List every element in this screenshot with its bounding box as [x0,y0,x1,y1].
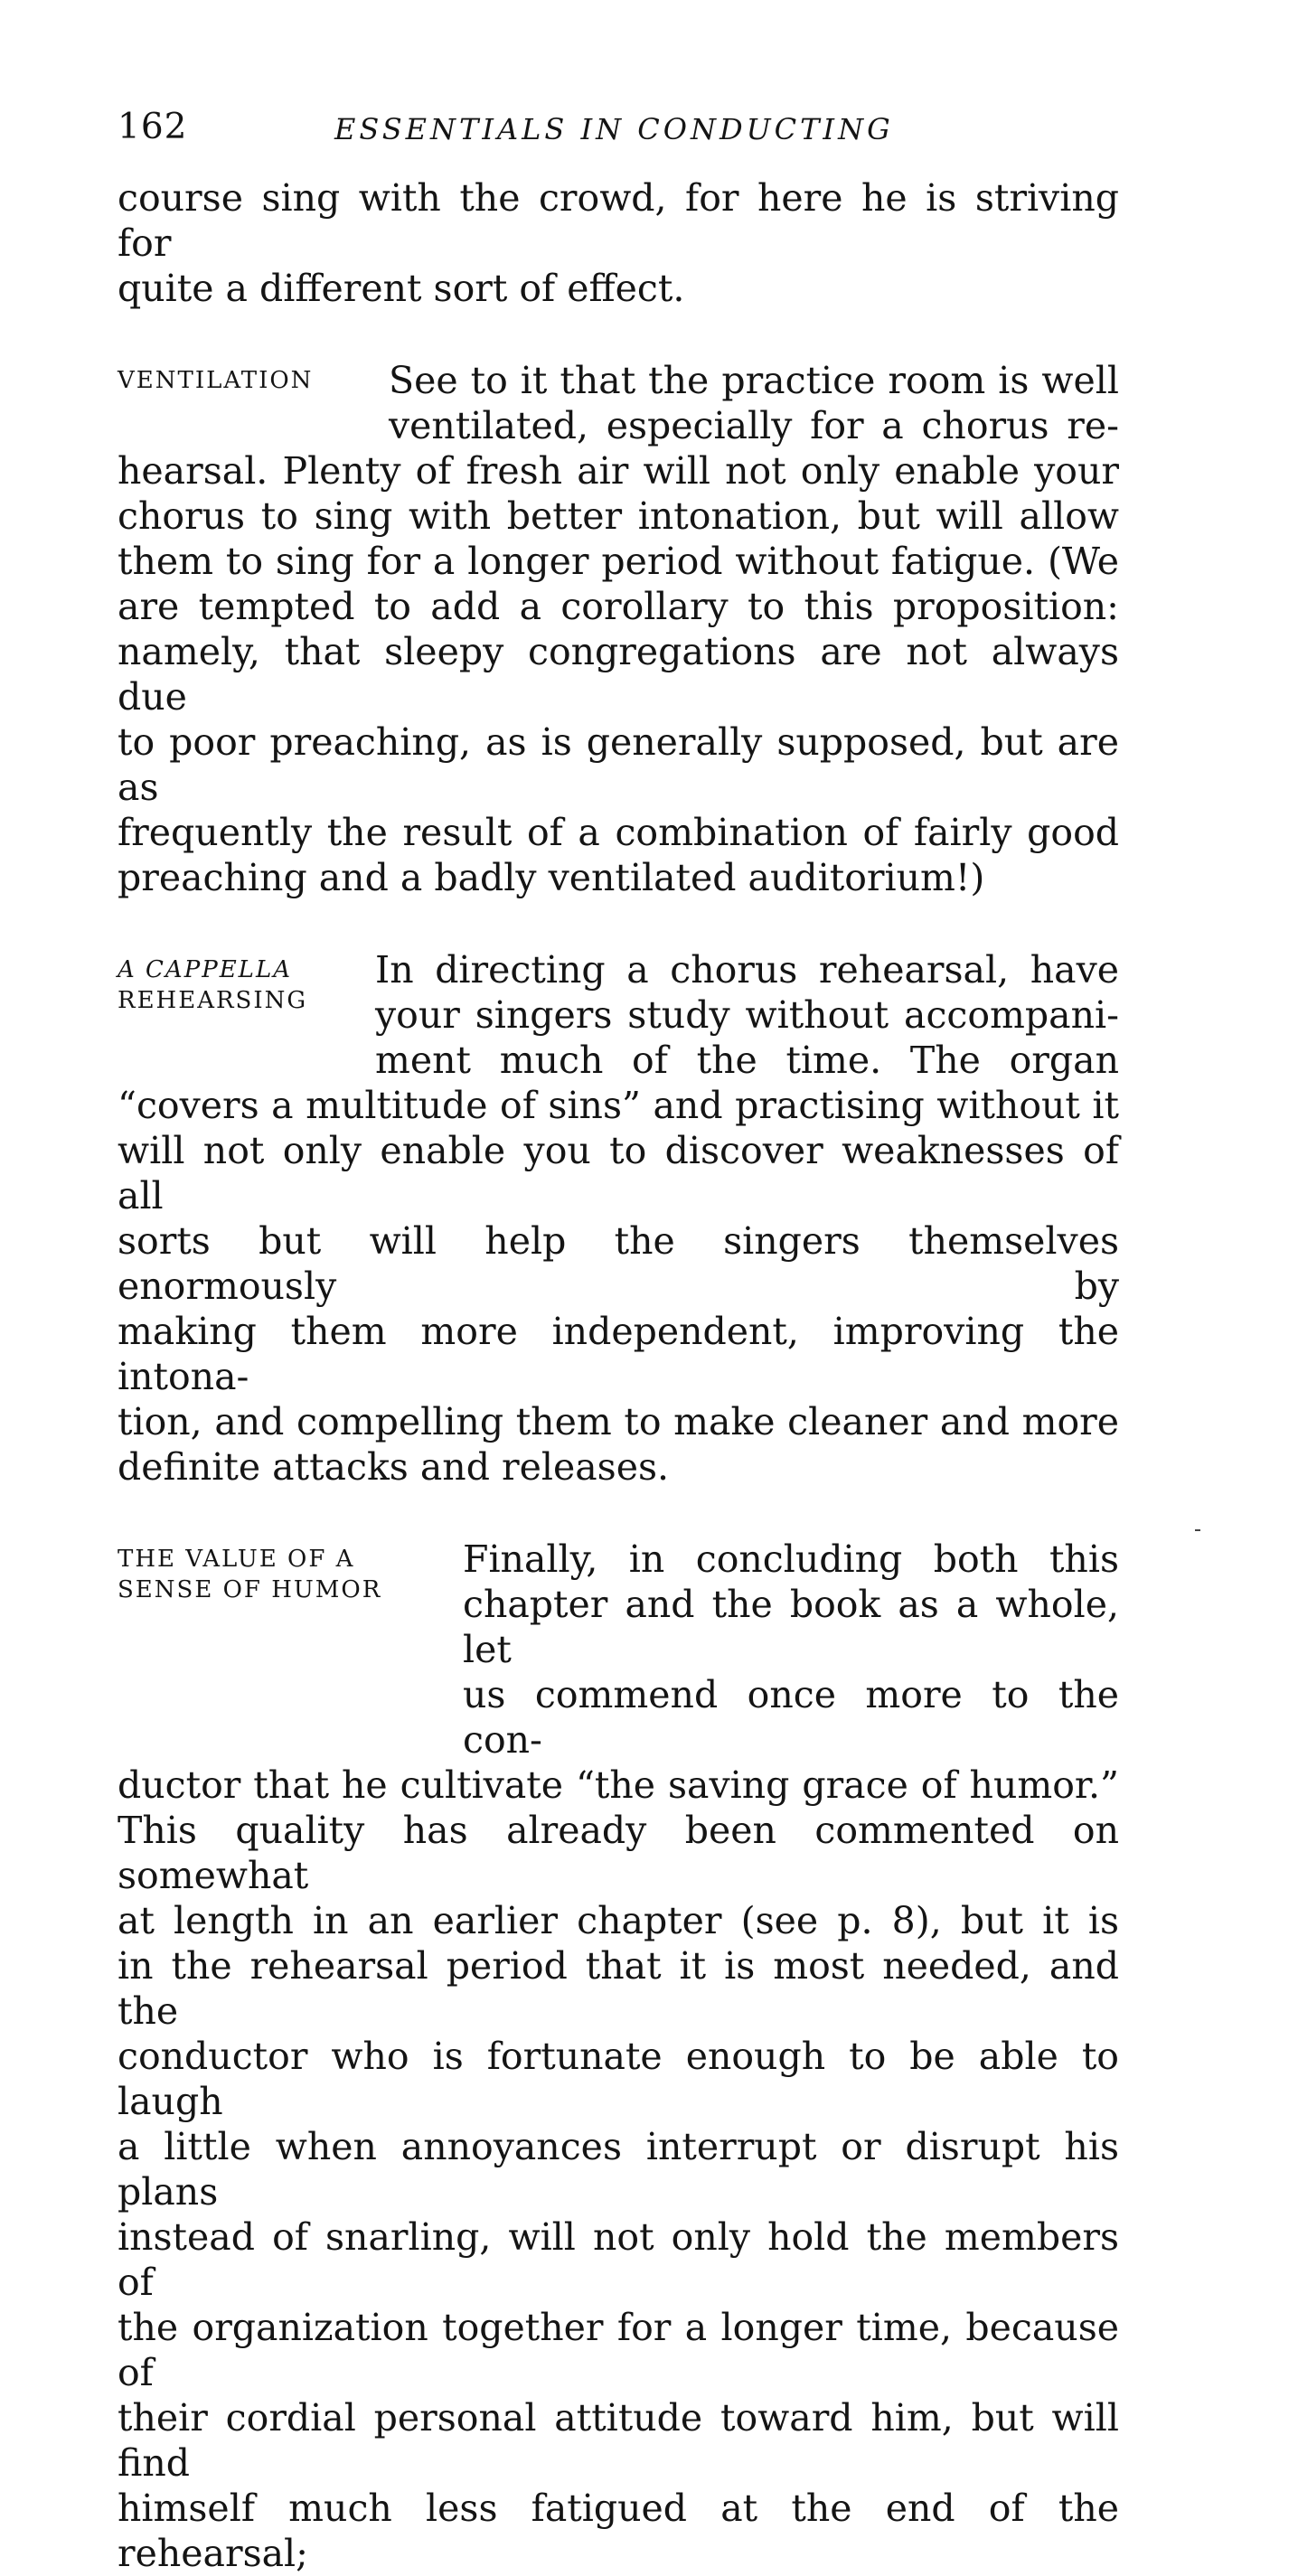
text-line: us commend once more to the con- [463,1673,1119,1762]
running-head [118,107,1119,157]
opening-text [118,175,1119,311]
text-line: ductor that he cultivate “the saving grace of humor.” [118,1763,1119,1807]
text-line: ventilated, especially for a chorus re- [389,404,1119,447]
text-line: sorts but will help the singers themselves enormously by [118,1219,1119,1308]
ventilation-text [118,358,1119,900]
page-number: 162 [118,107,188,147]
text-line: hearsal. Plenty of fresh air will not only enable your [118,449,1119,493]
text-line: making them more independent, improving the intona- [118,1310,1119,1398]
sidehead-line: A CAPPELLA [118,956,292,983]
text-line: In directing a chorus rehearsal, have [375,948,1119,992]
sidehead-line: THE VALUE OF A [118,1546,355,1573]
text-line: course sing with the crowd, for here he is striving for [118,176,1119,265]
opening-paragraph [118,175,1119,311]
text-line: “covers a multitude of sins” and practising without it [118,1084,1119,1127]
sidehead-line: SENSE OF HUMOR [118,1576,382,1603]
text-line: instead of snarling, will not only hold the members of [118,2215,1119,2304]
text-line: ment much of the time. The organ [375,1039,1119,1082]
text-line: your singers study without accompani- [375,993,1119,1037]
a-cappella-text [118,947,1119,1490]
text-line: their cordial personal attitude toward him, but will find [118,2396,1119,2485]
text-line: Finally, in concluding both this [463,1537,1119,1581]
text-line: at length in an earlier chapter (see p. 8), but it is [118,1899,1119,1942]
sidehead-ventilation [118,365,313,396]
text-line: the organization together for a longer time, because of [118,2306,1119,2394]
text-line: will not only enable you to discover weaknesses of all [118,1129,1119,1217]
sense-of-humor-section [118,1537,1119,2576]
sidehead-a-cappella [118,954,307,1016]
running-title: ESSENTIALS IN CONDUCTING [334,112,894,146]
text-line: quite a different sort of effect. [118,267,685,310]
text-line: them to sing for a longer period without fatigue. (We [118,540,1119,583]
text-line: in the rehearsal period that it is most needed, and the [118,1944,1119,2033]
book-page [118,107,1119,2576]
text-line: This quality has already been commented on somewhat [118,1809,1119,1897]
a-cappella-section [118,947,1119,1490]
sidehead-line: REHEARSING [118,987,308,1014]
text-line: definite attacks and releases. [118,1445,670,1489]
text-line: chapter and the book as a whole, let [463,1583,1119,1671]
text-line: tion, and compelling them to make cleaner and more [118,1400,1119,1443]
text-line: See to it that the practice room is well [389,359,1119,402]
sidehead-sense-of-humor [118,1544,381,1605]
text-line: are tempted to add a corollary to this proposition: [118,585,1119,628]
text-line: preaching and a badly ventilated auditorium!) [118,856,985,899]
text-line: to poor preaching, as is generally supposed, but are as [118,720,1119,809]
sidehead-line: VENTILATION [118,367,314,394]
text-line: chorus to sing with better intonation, but will allow [118,494,1119,538]
text-line: a little when annoyances interrupt or disrupt his plans [118,2125,1119,2214]
ventilation-section [118,358,1119,900]
text-line: himself much less fatigued at the end of the rehearsal; [118,2487,1119,2575]
text-line: conductor who is fortunate enough to be able to laugh [118,2035,1119,2123]
text-line: namely, that sleepy congregations are not always due [118,630,1119,719]
margin-speck [1195,1529,1200,1531]
text-line: frequently the result of a combination of fairly good [118,811,1119,854]
sense-of-humor-text [118,1537,1119,2576]
